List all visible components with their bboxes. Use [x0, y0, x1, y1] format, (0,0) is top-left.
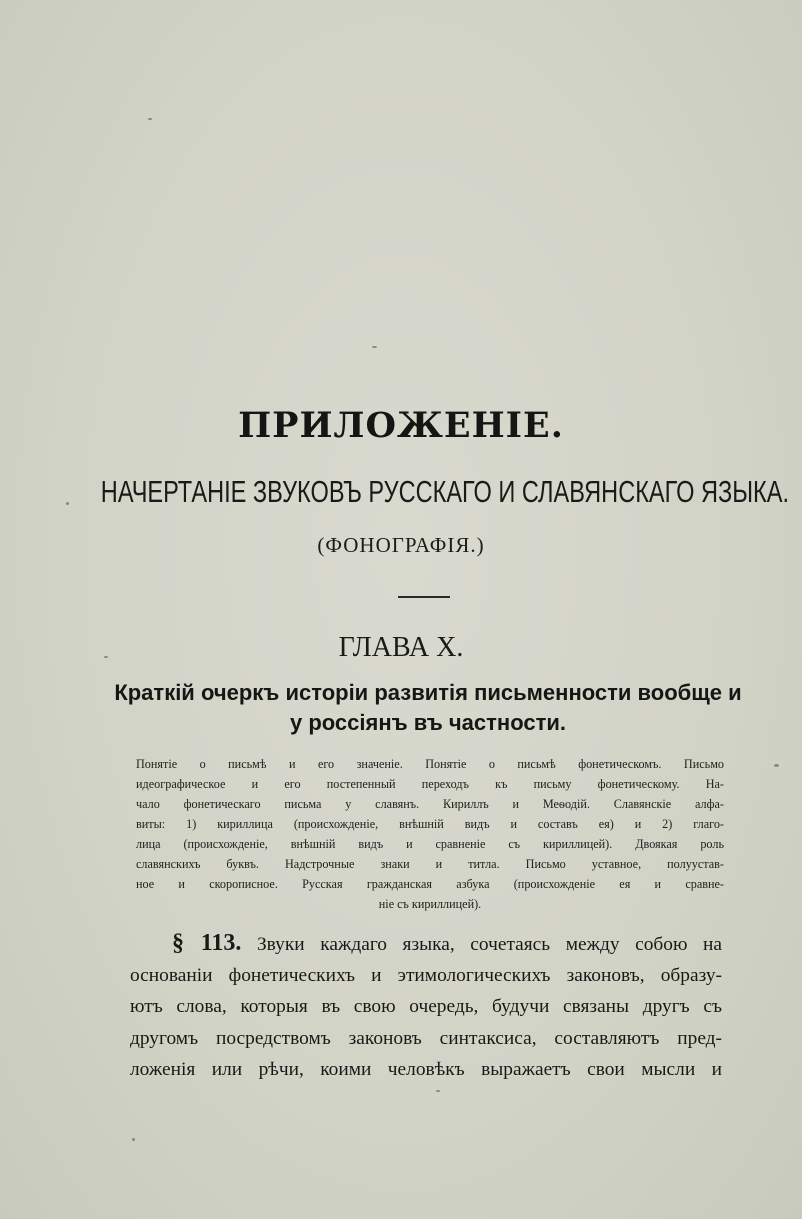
- chapter-title: ГЛАВА X.: [338, 632, 464, 663]
- section-body: [130, 928, 722, 1086]
- paper-speck: [774, 764, 779, 767]
- section-number: § 113.: [172, 930, 242, 956]
- appendix-subtitle: НАЧЕРТАНІЕ ЗВУКОВЪ РУССКАГО И СЛАВЯНСКАГО ЯЗЫКА.: [100, 474, 790, 509]
- divider-rule: [398, 596, 450, 598]
- summary-line: ніе съ кириллицей).: [378, 897, 482, 911]
- body-line: ютъ слова, которыя въ свою очередь, будучи связаны другъ съ: [130, 996, 722, 1017]
- summary-line: Понятіе о письмѣ и его значеніе. Понятіе о письмѣ фонетическомъ. Письмо: [136, 757, 724, 771]
- paper-speck: [372, 346, 377, 348]
- summary-line: ное и скорописное. Русская гражданская азбука (происхожденіе ея и сравне-: [136, 877, 724, 891]
- body-line: ложенія или рѣчи, коими человѣкъ выражаетъ свои мысли и: [130, 1059, 722, 1080]
- summary-line: лица (происхожденіе, внѣшній видъ и сравненіе съ кириллицей). Двоякая роль: [136, 837, 724, 851]
- summary-line: славянскихъ буквъ. Надстрочные знаки и титла. Письмо уставное, полуустав-: [136, 857, 724, 871]
- paper-speck: [436, 1090, 440, 1092]
- body-line: другомъ посредствомъ законовъ синтаксиса, составляютъ пред-: [130, 1027, 722, 1049]
- chapter-summary: [136, 754, 724, 914]
- paper-speck: [66, 502, 69, 505]
- body-line-first: [130, 928, 722, 960]
- appendix-title: ПРИЛОЖЕНІЕ.: [238, 405, 564, 446]
- paper-speck: [148, 118, 152, 120]
- chapter-heading: Краткій очеркъ исторіи развитія письменности вообще и у россіянъ въ частности.: [114, 680, 742, 735]
- phonography-label: (ФОНОГРАФІЯ.): [317, 533, 485, 557]
- body-line-text: Звуки каждаго языка, сочетаясь между собою на: [256, 934, 722, 955]
- summary-line: идеографическое и его постепенный переходъ къ письму фонетическому. На-: [136, 777, 724, 791]
- paper-speck: [132, 1138, 135, 1141]
- body-line: основаніи фонетическихъ и этимологическихъ законовъ, образу-: [130, 964, 722, 986]
- summary-line: виты: 1) кириллица (происхожденіе, внѣшній видъ и составъ ея) и 2) глаго-: [136, 817, 724, 831]
- summary-line: чало фонетическаго письма у славянъ. Кириллъ и Меѳодій. Славянскіе алфа-: [136, 797, 724, 811]
